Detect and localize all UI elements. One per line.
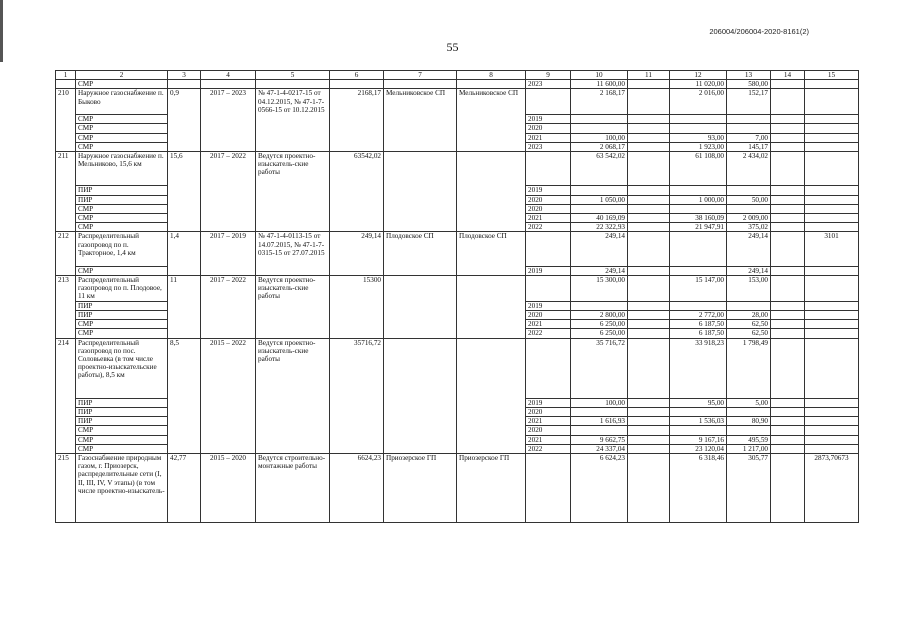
total-value: 2 800,00 bbox=[571, 311, 628, 320]
col-15 bbox=[805, 214, 859, 223]
col-11 bbox=[628, 435, 670, 444]
year: 2019 bbox=[526, 186, 571, 195]
regional-value bbox=[670, 232, 727, 266]
total-value: 1 616,93 bbox=[571, 417, 628, 426]
year bbox=[526, 454, 571, 523]
total-value: 11 600,00 bbox=[571, 80, 628, 89]
col-11 bbox=[628, 398, 670, 407]
col-15-value: 2873,70673 bbox=[805, 454, 859, 523]
year: 2021 bbox=[526, 214, 571, 223]
col-header: 10 bbox=[571, 71, 628, 80]
local-value: 1 217,00 bbox=[727, 444, 771, 453]
work-type: ПИР bbox=[76, 398, 168, 407]
customer bbox=[457, 276, 526, 339]
work-type: ПИР bbox=[76, 186, 168, 195]
local-value: 50,00 bbox=[727, 195, 771, 204]
total-value: 6 250,00 bbox=[571, 329, 628, 338]
year: 2020 bbox=[526, 204, 571, 213]
local-value bbox=[727, 408, 771, 417]
local-value bbox=[727, 301, 771, 310]
total-value: 24 337,04 bbox=[571, 444, 628, 453]
year: 2021 bbox=[526, 417, 571, 426]
regional-value: 2 772,00 bbox=[670, 311, 727, 320]
col-15 bbox=[805, 417, 859, 426]
col-15 bbox=[805, 408, 859, 417]
local-value: 495,59 bbox=[727, 435, 771, 444]
local-value: 305,77 bbox=[727, 454, 771, 523]
work-type: СМР bbox=[76, 80, 168, 89]
regional-value: 33 918,23 bbox=[670, 338, 727, 398]
col-11 bbox=[628, 454, 670, 523]
local-value bbox=[727, 115, 771, 124]
col-11 bbox=[628, 232, 670, 266]
col-11 bbox=[628, 426, 670, 435]
regional-value bbox=[670, 204, 727, 213]
col-15 bbox=[805, 329, 859, 338]
customer: Приозерское ГП bbox=[457, 454, 526, 523]
col-15 bbox=[805, 195, 859, 204]
col-header: 8 bbox=[457, 71, 526, 80]
object-length: 8,5 bbox=[168, 338, 201, 453]
regional-value: 6 318,46 bbox=[670, 454, 727, 523]
object-length: 0,9 bbox=[168, 89, 201, 152]
col-14 bbox=[771, 124, 805, 133]
work-type: СМР bbox=[76, 133, 168, 142]
col-15-value bbox=[805, 89, 859, 115]
municipality: Плодовское СП bbox=[384, 232, 457, 276]
work-type: СМР bbox=[76, 214, 168, 223]
col-14 bbox=[771, 408, 805, 417]
total-value: 15 300,00 bbox=[571, 276, 628, 302]
year: 2021 bbox=[526, 320, 571, 329]
col-14 bbox=[771, 311, 805, 320]
work-type: СМР bbox=[76, 329, 168, 338]
object-period: 2017 – 2022 bbox=[201, 276, 256, 339]
work-type: СМР bbox=[76, 204, 168, 213]
col-14 bbox=[771, 426, 805, 435]
col-15-value: 3101 bbox=[805, 232, 859, 266]
col-11 bbox=[628, 311, 670, 320]
year: 2023 bbox=[526, 80, 571, 89]
col-14 bbox=[771, 266, 805, 275]
col-11 bbox=[628, 142, 670, 151]
col-15 bbox=[805, 435, 859, 444]
year bbox=[526, 276, 571, 302]
col-14 bbox=[771, 338, 805, 398]
col-14 bbox=[771, 214, 805, 223]
object-cost: 249,14 bbox=[330, 232, 384, 276]
col-11 bbox=[628, 186, 670, 195]
total-value bbox=[571, 115, 628, 124]
col-11 bbox=[628, 417, 670, 426]
year: 2023 bbox=[526, 142, 571, 151]
year: 2020 bbox=[526, 311, 571, 320]
work-type: ПИР bbox=[76, 311, 168, 320]
regional-value: 6 187,50 bbox=[670, 320, 727, 329]
col-11 bbox=[628, 338, 670, 398]
local-value: 580,00 bbox=[727, 80, 771, 89]
object-number: 213 bbox=[56, 276, 76, 339]
object-name: Газоснабжение природным газом, г. Приозерск, распределительные сети (I, II, III, IV, V этапы) (в том числе проектно-изыскатель- bbox=[76, 454, 168, 523]
col-14 bbox=[771, 195, 805, 204]
col-11 bbox=[628, 195, 670, 204]
year: 2022 bbox=[526, 223, 571, 232]
object-number: 210 bbox=[56, 89, 76, 152]
year: 2021 bbox=[526, 435, 571, 444]
col-15 bbox=[805, 223, 859, 232]
col-15 bbox=[805, 426, 859, 435]
object-name: Распределительный газопровод по пос. Соловьевка (в том числе проектно-изыскательские работы), 8,5 км bbox=[76, 338, 168, 398]
object-row bbox=[56, 276, 859, 302]
regional-value: 95,00 bbox=[670, 398, 727, 407]
customer: Плодовское СП bbox=[457, 232, 526, 276]
object-number: 215 bbox=[56, 454, 76, 523]
total-value: 63 542,02 bbox=[571, 152, 628, 186]
object-length: 1,4 bbox=[168, 232, 201, 276]
municipality bbox=[384, 338, 457, 453]
col-header: 3 bbox=[168, 71, 201, 80]
work-type: ПИР bbox=[76, 195, 168, 204]
work-type: СМР bbox=[76, 426, 168, 435]
year: 2020 bbox=[526, 124, 571, 133]
object-length: 42,77 bbox=[168, 454, 201, 523]
object-period: 2017 – 2019 bbox=[201, 232, 256, 276]
year: 2019 bbox=[526, 115, 571, 124]
object-cost: 15300 bbox=[330, 276, 384, 339]
object-row bbox=[56, 454, 859, 523]
col-14 bbox=[771, 444, 805, 453]
regional-value: 23 120,04 bbox=[670, 444, 727, 453]
col-11 bbox=[628, 266, 670, 275]
col-15 bbox=[805, 133, 859, 142]
municipality bbox=[384, 276, 457, 339]
local-value: 62,50 bbox=[727, 329, 771, 338]
work-type: СМР bbox=[76, 142, 168, 151]
total-value: 9 662,75 bbox=[571, 435, 628, 444]
col-header: 14 bbox=[771, 71, 805, 80]
year bbox=[526, 89, 571, 115]
year: 2020 bbox=[526, 426, 571, 435]
col-14 bbox=[771, 204, 805, 213]
year: 2020 bbox=[526, 195, 571, 204]
year: 2022 bbox=[526, 329, 571, 338]
object-length: 15,6 bbox=[168, 152, 201, 232]
total-value: 100,00 bbox=[571, 133, 628, 142]
work-type: СМР bbox=[76, 115, 168, 124]
col-14 bbox=[771, 454, 805, 523]
work-type: ПИР bbox=[76, 417, 168, 426]
col-14 bbox=[771, 320, 805, 329]
total-value bbox=[571, 301, 628, 310]
col-15 bbox=[805, 444, 859, 453]
col-11 bbox=[628, 89, 670, 115]
regional-value: 15 147,00 bbox=[670, 276, 727, 302]
col-15 bbox=[805, 115, 859, 124]
local-value: 5,00 bbox=[727, 398, 771, 407]
total-value: 6 250,00 bbox=[571, 320, 628, 329]
col-14 bbox=[771, 417, 805, 426]
col-14 bbox=[771, 115, 805, 124]
local-value: 375,02 bbox=[727, 223, 771, 232]
object-cost: 63542,02 bbox=[330, 152, 384, 232]
object-name: Распределительный газопровод по п. Плодовое, 11 км bbox=[76, 276, 168, 302]
col-15 bbox=[805, 204, 859, 213]
object-name: Распределительный газопровод по п. Тракторное, 1,4 км bbox=[76, 232, 168, 266]
work-type: СМР bbox=[76, 435, 168, 444]
col-14 bbox=[771, 232, 805, 266]
year: 2022 bbox=[526, 444, 571, 453]
col-header: 4 bbox=[201, 71, 256, 80]
total-value bbox=[571, 186, 628, 195]
col-15-value bbox=[805, 152, 859, 186]
col-15 bbox=[805, 320, 859, 329]
work-type: ПИР bbox=[76, 408, 168, 417]
object-period: 2017 – 2022 bbox=[201, 152, 256, 232]
col-header: 15 bbox=[805, 71, 859, 80]
object-number: 212 bbox=[56, 232, 76, 276]
total-value bbox=[571, 204, 628, 213]
regional-value bbox=[670, 115, 727, 124]
regional-value: 11 020,00 bbox=[670, 80, 727, 89]
object-name: Наружное газоснабжение п. Мельниково, 15,6 км bbox=[76, 152, 168, 186]
year bbox=[526, 338, 571, 398]
work-type: СМР bbox=[76, 124, 168, 133]
col-11 bbox=[628, 276, 670, 302]
col-11 bbox=[628, 408, 670, 417]
local-value: 62,50 bbox=[727, 320, 771, 329]
local-value: 145,17 bbox=[727, 142, 771, 151]
local-value bbox=[727, 426, 771, 435]
year: 2021 bbox=[526, 133, 571, 142]
object-docs: № 47-1-4-0113-15 от 14.07.2015, № 47-1-7-0315-15 от 27.07.2015 bbox=[256, 232, 330, 276]
col-11 bbox=[628, 320, 670, 329]
col-11 bbox=[628, 204, 670, 213]
local-value: 2 434,02 bbox=[727, 152, 771, 186]
regional-value bbox=[670, 426, 727, 435]
total-value: 100,00 bbox=[571, 398, 628, 407]
regional-value bbox=[670, 301, 727, 310]
col-15-value bbox=[805, 276, 859, 302]
object-number: 214 bbox=[56, 338, 76, 453]
col-header: 11 bbox=[628, 71, 670, 80]
total-value: 2 168,17 bbox=[571, 89, 628, 115]
object-docs: № 47-1-4-0217-15 от 04.12.2015, № 47-1-7-0566-15 от 10.12.2015 bbox=[256, 89, 330, 152]
object-docs: Ведутся проектно-изыскатель-ские работы bbox=[256, 152, 330, 232]
regional-value: 1 536,03 bbox=[670, 417, 727, 426]
col-11 bbox=[628, 301, 670, 310]
local-value: 2 009,00 bbox=[727, 214, 771, 223]
col-11 bbox=[628, 152, 670, 186]
regional-value bbox=[670, 266, 727, 275]
object-name: Наружное газоснабжение п. Быково bbox=[76, 89, 168, 115]
year: 2020 bbox=[526, 408, 571, 417]
col-15-value bbox=[805, 338, 859, 398]
object-row bbox=[56, 152, 859, 186]
col-14 bbox=[771, 276, 805, 302]
local-value bbox=[727, 204, 771, 213]
regional-value: 61 108,00 bbox=[670, 152, 727, 186]
year bbox=[526, 232, 571, 266]
customer bbox=[457, 338, 526, 453]
local-value bbox=[727, 186, 771, 195]
col-header: 9 bbox=[526, 71, 571, 80]
regional-value: 6 187,50 bbox=[670, 329, 727, 338]
regional-value bbox=[670, 408, 727, 417]
col-15 bbox=[805, 186, 859, 195]
object-cost: 6624,23 bbox=[330, 454, 384, 523]
col-15 bbox=[805, 311, 859, 320]
carry-over-row bbox=[56, 80, 859, 89]
regional-value bbox=[670, 186, 727, 195]
total-value: 249,14 bbox=[571, 266, 628, 275]
total-value: 22 322,93 bbox=[571, 223, 628, 232]
local-value: 152,17 bbox=[727, 89, 771, 115]
customer bbox=[457, 152, 526, 232]
local-value: 153,00 bbox=[727, 276, 771, 302]
local-value: 7,00 bbox=[727, 133, 771, 142]
total-value: 40 169,09 bbox=[571, 214, 628, 223]
col-14 bbox=[771, 435, 805, 444]
year bbox=[526, 152, 571, 186]
regional-value: 21 947,91 bbox=[670, 223, 727, 232]
col-11 bbox=[628, 223, 670, 232]
regional-value: 1 000,00 bbox=[670, 195, 727, 204]
work-type: СМР bbox=[76, 223, 168, 232]
col-15 bbox=[805, 142, 859, 151]
year: 2019 bbox=[526, 398, 571, 407]
object-row bbox=[56, 338, 859, 398]
col-header: 12 bbox=[670, 71, 727, 80]
col-14 bbox=[771, 142, 805, 151]
total-value: 6 624,23 bbox=[571, 454, 628, 523]
total-value bbox=[571, 124, 628, 133]
object-docs: Ведутся проектно-изыскатель-ские работы bbox=[256, 338, 330, 453]
col-15 bbox=[805, 301, 859, 310]
page-number: 55 bbox=[446, 40, 459, 54]
col-header: 6 bbox=[330, 71, 384, 80]
col-14 bbox=[771, 223, 805, 232]
local-value: 1 798,49 bbox=[727, 338, 771, 398]
work-type: СМР bbox=[76, 444, 168, 453]
local-value: 28,00 bbox=[727, 311, 771, 320]
total-value bbox=[571, 408, 628, 417]
regional-value: 1 923,00 bbox=[670, 142, 727, 151]
object-period: 2015 – 2022 bbox=[201, 338, 256, 453]
data-table bbox=[55, 70, 859, 523]
customer: Мельниковское СП bbox=[457, 89, 526, 152]
local-value: 249,14 bbox=[727, 232, 771, 266]
municipality bbox=[384, 152, 457, 232]
col-11 bbox=[628, 133, 670, 142]
document-number: 206004/206004-2020-8161(2) bbox=[709, 27, 809, 36]
col-11 bbox=[628, 124, 670, 133]
total-value: 2 068,17 bbox=[571, 142, 628, 151]
col-15 bbox=[805, 398, 859, 407]
work-type: ПИР bbox=[76, 301, 168, 310]
col-header: 13 bbox=[727, 71, 771, 80]
col-14 bbox=[771, 301, 805, 310]
col-header: 1 bbox=[56, 71, 76, 80]
regional-value: 2 016,00 bbox=[670, 89, 727, 115]
col-14 bbox=[771, 133, 805, 142]
object-docs: Ведутся проектно-изыскатель-ские работы bbox=[256, 276, 330, 339]
object-row bbox=[56, 89, 859, 115]
col-15 bbox=[805, 124, 859, 133]
municipality: Мельниковское СП bbox=[384, 89, 457, 152]
object-row bbox=[56, 232, 859, 266]
regional-value bbox=[670, 124, 727, 133]
year: 2019 bbox=[526, 301, 571, 310]
col-11 bbox=[628, 329, 670, 338]
total-value: 1 050,00 bbox=[571, 195, 628, 204]
work-type: СМР bbox=[76, 320, 168, 329]
regional-value: 38 160,09 bbox=[670, 214, 727, 223]
object-number: 211 bbox=[56, 152, 76, 232]
col-14 bbox=[771, 398, 805, 407]
col-11 bbox=[628, 214, 670, 223]
regional-value: 9 167,16 bbox=[670, 435, 727, 444]
col-11 bbox=[628, 115, 670, 124]
work-type: СМР bbox=[76, 266, 168, 275]
col-14 bbox=[771, 89, 805, 115]
municipality: Приозерское ГП bbox=[384, 454, 457, 523]
object-period: 2015 – 2020 bbox=[201, 454, 256, 523]
col-header: 5 bbox=[256, 71, 330, 80]
col-15 bbox=[805, 266, 859, 275]
col-header: 7 bbox=[384, 71, 457, 80]
regional-value: 93,00 bbox=[670, 133, 727, 142]
col-11 bbox=[628, 444, 670, 453]
total-value: 35 716,72 bbox=[571, 338, 628, 398]
total-value: 249,14 bbox=[571, 232, 628, 266]
col-14 bbox=[771, 329, 805, 338]
column-number-row bbox=[56, 71, 859, 80]
col-14 bbox=[771, 186, 805, 195]
object-docs: Ведутся строительно-монтажные работы bbox=[256, 454, 330, 523]
col-14 bbox=[771, 152, 805, 186]
object-cost: 35716,72 bbox=[330, 338, 384, 453]
object-length: 11 bbox=[168, 276, 201, 339]
object-period: 2017 – 2023 bbox=[201, 89, 256, 152]
object-cost: 2168,17 bbox=[330, 89, 384, 152]
year: 2019 bbox=[526, 266, 571, 275]
total-value bbox=[571, 426, 628, 435]
local-value: 80,90 bbox=[727, 417, 771, 426]
local-value bbox=[727, 124, 771, 133]
local-value: 249,14 bbox=[727, 266, 771, 275]
col-header: 2 bbox=[76, 71, 168, 80]
